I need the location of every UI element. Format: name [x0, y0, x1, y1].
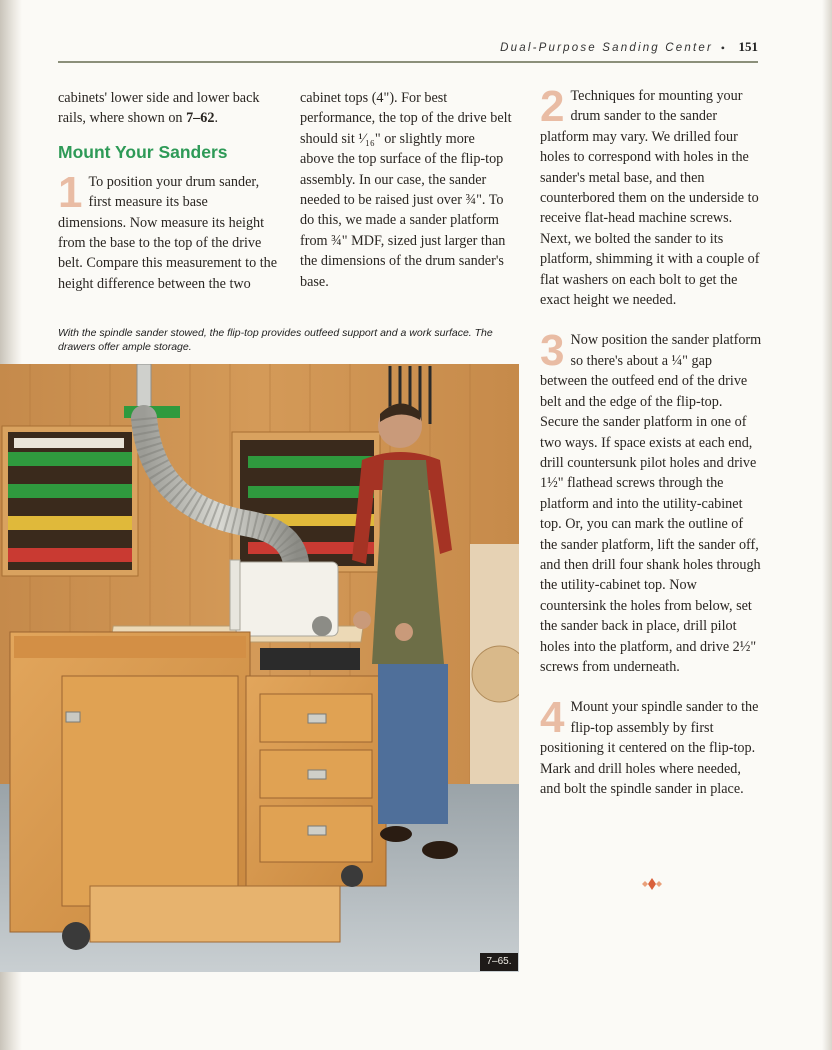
header-rule: [58, 61, 758, 63]
step-number-4: 4: [540, 693, 565, 743]
cabinet-base: [90, 886, 340, 942]
step-2: [540, 82, 762, 310]
continued-step-1-text: cabinet tops (4"). For best performance, the top of the drive belt should sit ¹⁄₁₆" or slightly more above the top surface of the flip-top assembly. In our case, the sander needed to be raised just over ¾". To do this, we made a sander platform from ¾" MDF, sized just larger than the dimensions of the drum sander's base.: [300, 90, 512, 290]
page-number: 151: [738, 39, 758, 54]
step-number-2: 2: [540, 82, 565, 131]
running-title: Dual-Purpose Sanding Center: [500, 42, 713, 54]
section-heading: Mount Your Sanders: [58, 141, 228, 162]
continued-paragraph: [58, 88, 278, 129]
step-number-1: 1: [58, 167, 83, 217]
text-column-3: [540, 82, 762, 799]
continued-text: cabinets' lower side and lower back rails, where shown on: [58, 90, 260, 127]
workshop-photo-illustration: [0, 364, 519, 972]
step-3-text: Now position the sander platform so there's about a ¼" gap between the outfeed end of the drive belt and the edge of the flip-top. Secure the sander platform in one of two ways. If space exists at each end, drill countersunk pilot holes and drive 1½" flathead screws through the platform and into the utility-cabinet top. Or, you can mark the outline of the sander platform, lift the sander off, and then drill four shank holes through the utility-cabinet top. Now countersink the holes from below, set the sander back in place, drill pilot holes into the platform, and drive 2½" screws from underneath.: [540, 332, 762, 675]
sander-base: [260, 648, 360, 670]
text-column-2: [300, 88, 512, 292]
dust-pipe: [137, 364, 151, 408]
figure-caption: With the spindle sander stowed, the flip-top provides outfeed support and a work surface. The drawers offer ample storage.: [58, 327, 493, 353]
figure-reference: 7–62: [186, 110, 215, 127]
step-4: [540, 693, 762, 799]
step-1: [58, 167, 278, 294]
workshop-photo: [0, 364, 519, 972]
step-1-text: To position your drum sander, first measure its base dimensions. Now measure its height from the base to the top of the drive belt. Compare this measurement to the height difference between the two: [58, 173, 278, 292]
figure-label: 7–65.: [480, 953, 518, 971]
running-header: [58, 36, 758, 64]
parts-bin-shelf-left: [2, 426, 138, 576]
drawer-cabinet: [246, 676, 386, 886]
page-edge: [822, 0, 832, 1050]
header-bullet: •: [720, 41, 725, 55]
continued-text-end: .: [214, 110, 218, 127]
end-of-article-ornament: [641, 878, 663, 890]
step-3: [540, 326, 762, 677]
step-2-text: Techniques for mounting your drum sander to the sander platform may vary. We drilled four holes to correspond with holes in the sander's metal base, and then counterbored them on the underside to receive flat-head machine screws. Next, we bolted the sander to its platform, shimming it with a couple of flat washers on each bolt to get the exact height we needed.: [540, 88, 760, 309]
step-number-3: 3: [540, 326, 565, 376]
step-4-text: Mount your spindle sander to the flip-top assembly by first positioning it centered on the flip-top. Mark and drill holes where needed, and bolt the spindle sander in place.: [540, 699, 759, 797]
text-column-1: [58, 88, 278, 294]
